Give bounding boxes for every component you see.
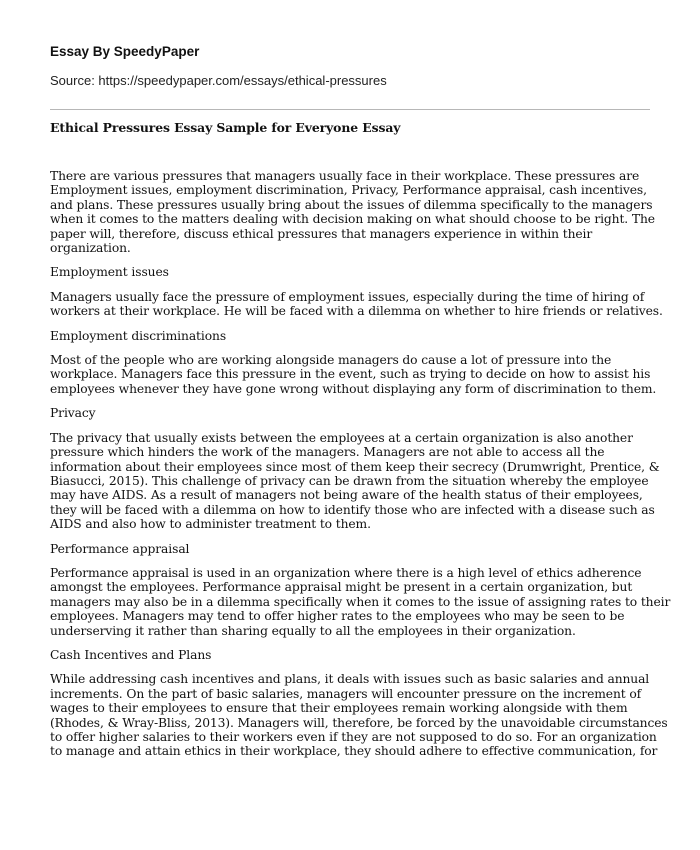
paragraph-line: information about their employees since most of them keep their secrecy (Drumwright, Prentice, &: [50, 459, 660, 474]
paragraph-line: increments. On the part of basic salaries, managers will encounter pressure on the increment of: [50, 686, 642, 701]
paragraph-line: managers may also be in a dilemma specifically when it comes to the issue of assigning rates to their: [50, 594, 671, 609]
paragraph-line: organization.: [50, 241, 131, 256]
paragraph-line: workers at their workplace. He will be faced with a dilemma on whether to hire friends or relatives.: [50, 304, 663, 319]
site-title: Essay By SpeedyPaper: [50, 44, 200, 59]
section-paragraph: [50, 289, 663, 319]
header-divider: [50, 109, 650, 110]
paragraph-line: employees whenever they have gone wrong without displaying any form of discrimination to them.: [50, 381, 657, 396]
paragraph-line: pressure which hinders the work of the managers. Managers are not able to access all the: [50, 445, 605, 460]
paragraph-line: (Rhodes, & Wray-Bliss, 2013). Managers will, therefore, be forced by the unavoidable circumstances: [50, 715, 668, 730]
document-header: [50, 44, 650, 88]
section-heading: Cash Incentives and Plans: [50, 647, 212, 662]
paragraph-line: Most of the people who are working alongside managers do cause a lot of pressure into the: [50, 353, 612, 368]
paragraph-line: Biasucci, 2015). This challenge of privacy can be drawn from the situation whereby the employee: [50, 473, 649, 488]
paragraph-line: Managers usually face the pressure of employment issues, especially during the time of hiring of: [50, 289, 645, 304]
paragraph-line: to manage and attain ethics in their workplace, they should adhere to effective communication, for: [50, 744, 658, 759]
paragraph-line: wages to their employees to ensure that their employees remain working alongside with them: [50, 701, 628, 716]
essay-body: [50, 120, 671, 769]
intro-paragraph: [50, 169, 655, 256]
paragraph-line: Employment issues, employment discrimination, Privacy, Performance appraisal, cash incentives,: [50, 183, 647, 198]
section-heading: Employment issues: [50, 265, 169, 280]
source-line: Source: https://speedypaper.com/essays/ethical-pressures: [50, 73, 387, 88]
paragraph-line: amongst the employees. Performance appraisal might be present in a certain organization, but: [50, 580, 633, 595]
paragraph-line: may have AIDS. As a result of managers not being aware of the health status of their employees,: [50, 488, 643, 503]
section-paragraph: [50, 353, 657, 396]
section-paragraph: [50, 672, 668, 759]
paragraph-line: AIDS and also how to administer treatment to them.: [50, 517, 371, 532]
paragraph-line: to offer higher salaries to their workers even if they are not supposed to do so. For an organization: [50, 730, 657, 744]
paragraph-line: underserving it rather than sharing equally to all the employees in their organization.: [50, 623, 576, 638]
paragraph-line: when it comes to the matters dealing with decision making on what should choose to be right. The: [50, 212, 655, 227]
essay-title: Ethical Pressures Essay Sample for Everyone Essay: [50, 120, 401, 135]
paragraph-line: and plans. These pressures usually bring about the issues of dilemma specifically to the managers: [50, 197, 653, 212]
paragraph-line: The privacy that usually exists between the employees at a certain organization is also another: [50, 430, 633, 445]
section-paragraph: [50, 430, 660, 532]
paragraph-line: There are various pressures that managers usually face in their workplace. These pressures are: [50, 169, 640, 183]
paragraph-line: paper will, therefore, discuss ethical pressures that managers experience in within their: [50, 226, 593, 241]
section-heading: Performance appraisal: [50, 541, 190, 556]
section-paragraph: [50, 565, 671, 638]
paragraph-line: Performance appraisal is used in an organization where there is a high level of ethics adherence: [50, 565, 642, 580]
paragraph-line: While addressing cash incentives and plans, it deals with issues such as basic salaries and annual: [50, 672, 650, 687]
paragraph-line: they will be faced with a dilemma on how to identify those who are infected with a disease such as: [50, 502, 655, 517]
section-heading: Employment discriminations: [50, 328, 227, 343]
paragraph-line: employees. Managers may tend to offer higher rates to the employees who may be seen to be: [50, 609, 625, 624]
paragraph-line: workplace. Managers face this pressure in the event, such as trying to decide on how to assist his: [50, 367, 651, 382]
section-heading: Privacy: [50, 406, 96, 421]
